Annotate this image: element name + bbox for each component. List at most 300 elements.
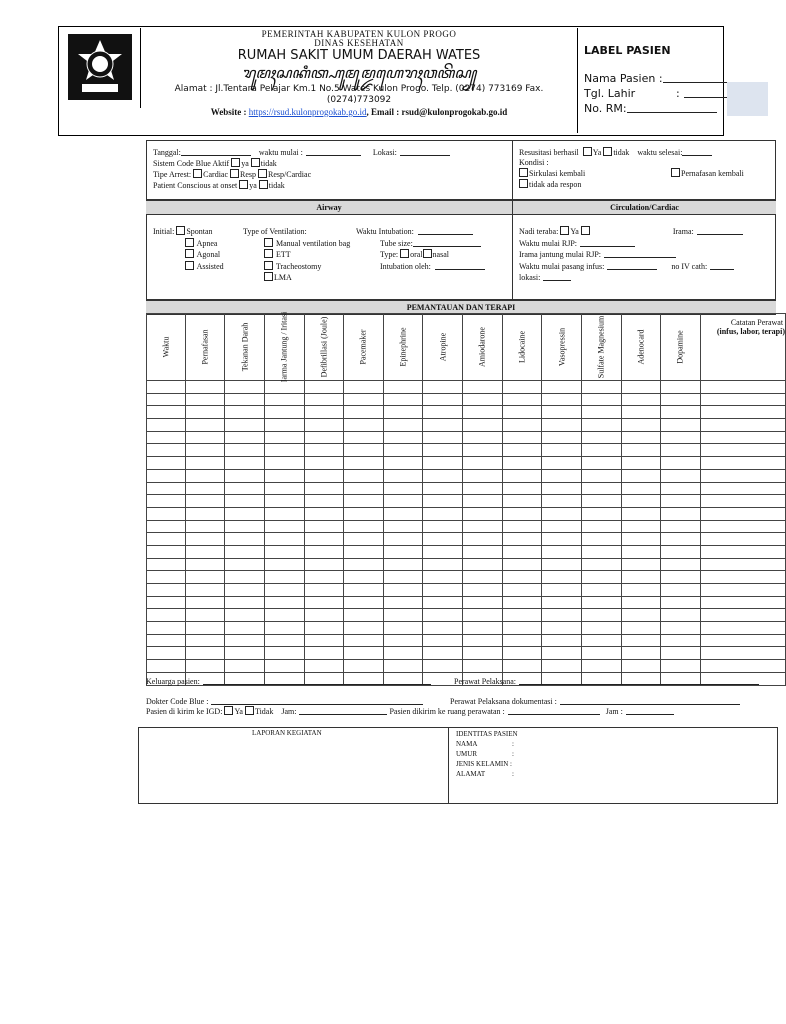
table-cell[interactable] <box>502 406 542 419</box>
table-cell[interactable] <box>661 482 701 495</box>
table-cell[interactable] <box>700 533 785 546</box>
conscious-ya-checkbox[interactable] <box>239 180 248 189</box>
table-cell[interactable] <box>304 406 344 419</box>
table-cell[interactable] <box>423 419 463 432</box>
table-cell[interactable] <box>344 406 384 419</box>
table-cell[interactable] <box>502 520 542 533</box>
irama-field[interactable] <box>697 226 743 235</box>
table-cell[interactable] <box>423 571 463 584</box>
waktu-rjp-field[interactable] <box>580 238 635 247</box>
table-cell[interactable] <box>185 419 225 432</box>
table-cell[interactable] <box>383 507 423 520</box>
table-cell[interactable] <box>700 381 785 394</box>
table-cell[interactable] <box>621 406 661 419</box>
assisted-checkbox[interactable] <box>185 261 194 270</box>
table-cell[interactable] <box>304 482 344 495</box>
table-cell[interactable] <box>542 482 582 495</box>
table-cell[interactable] <box>542 545 582 558</box>
table-cell[interactable] <box>700 584 785 597</box>
table-cell[interactable] <box>383 406 423 419</box>
table-cell[interactable] <box>542 431 582 444</box>
sirkulasi-checkbox[interactable] <box>519 168 528 177</box>
table-cell[interactable] <box>581 634 621 647</box>
table-cell[interactable] <box>147 495 186 508</box>
apnea-checkbox[interactable] <box>185 238 194 247</box>
table-cell[interactable] <box>344 609 384 622</box>
table-cell[interactable] <box>383 660 423 673</box>
pernafasan-checkbox[interactable] <box>671 168 680 177</box>
table-cell[interactable] <box>344 457 384 470</box>
table-cell[interactable] <box>463 533 503 546</box>
table-cell[interactable] <box>581 381 621 394</box>
table-cell[interactable] <box>463 545 503 558</box>
table-cell[interactable] <box>542 647 582 660</box>
table-cell[interactable] <box>185 495 225 508</box>
table-cell[interactable] <box>621 609 661 622</box>
table-cell[interactable] <box>542 596 582 609</box>
table-cell[interactable] <box>621 419 661 432</box>
table-cell[interactable] <box>661 634 701 647</box>
table-cell[interactable] <box>542 660 582 673</box>
conscious-tidak-checkbox[interactable] <box>259 180 268 189</box>
table-cell[interactable] <box>344 520 384 533</box>
table-cell[interactable] <box>264 596 304 609</box>
table-cell[interactable] <box>304 533 344 546</box>
table-cell[interactable] <box>661 660 701 673</box>
table-cell[interactable] <box>225 444 265 457</box>
table-cell[interactable] <box>304 596 344 609</box>
table-cell[interactable] <box>304 444 344 457</box>
table-cell[interactable] <box>344 571 384 584</box>
lma-checkbox[interactable] <box>264 272 273 281</box>
table-cell[interactable] <box>542 457 582 470</box>
table-cell[interactable] <box>344 533 384 546</box>
table-cell[interactable] <box>344 584 384 597</box>
table-cell[interactable] <box>463 495 503 508</box>
table-cell[interactable] <box>581 622 621 635</box>
table-cell[interactable] <box>581 444 621 457</box>
table-cell[interactable] <box>700 444 785 457</box>
table-cell[interactable] <box>225 609 265 622</box>
table-cell[interactable] <box>423 444 463 457</box>
table-cell[interactable] <box>700 558 785 571</box>
table-cell[interactable] <box>264 431 304 444</box>
ett-checkbox[interactable] <box>264 249 273 258</box>
table-cell[interactable] <box>581 571 621 584</box>
table-cell[interactable] <box>661 419 701 432</box>
table-cell[interactable] <box>147 469 186 482</box>
table-cell[interactable] <box>542 634 582 647</box>
nasal-checkbox[interactable] <box>423 249 432 258</box>
table-cell[interactable] <box>463 647 503 660</box>
table-cell[interactable] <box>700 507 785 520</box>
table-cell[interactable] <box>344 393 384 406</box>
table-cell[interactable] <box>185 381 225 394</box>
table-cell[interactable] <box>700 622 785 635</box>
table-cell[interactable] <box>423 545 463 558</box>
table-cell[interactable] <box>225 393 265 406</box>
oral-checkbox[interactable] <box>400 249 409 258</box>
table-cell[interactable] <box>463 584 503 597</box>
table-cell[interactable] <box>304 419 344 432</box>
table-cell[interactable] <box>542 507 582 520</box>
table-cell[interactable] <box>463 457 503 470</box>
table-cell[interactable] <box>463 622 503 635</box>
table-cell[interactable] <box>225 507 265 520</box>
table-cell[interactable] <box>147 647 186 660</box>
table-cell[interactable] <box>661 584 701 597</box>
table-cell[interactable] <box>502 584 542 597</box>
table-cell[interactable] <box>581 558 621 571</box>
table-cell[interactable] <box>304 507 344 520</box>
table-cell[interactable] <box>502 393 542 406</box>
igd-tidak-checkbox[interactable] <box>245 706 254 715</box>
table-cell[interactable] <box>344 647 384 660</box>
table-cell[interactable] <box>423 482 463 495</box>
table-cell[interactable] <box>621 393 661 406</box>
table-cell[interactable] <box>621 596 661 609</box>
table-cell[interactable] <box>383 495 423 508</box>
table-cell[interactable] <box>225 406 265 419</box>
table-cell[interactable] <box>383 533 423 546</box>
table-cell[interactable] <box>304 609 344 622</box>
table-cell[interactable] <box>581 596 621 609</box>
table-cell[interactable] <box>463 634 503 647</box>
igd-ya-checkbox[interactable] <box>224 706 233 715</box>
table-cell[interactable] <box>185 647 225 660</box>
table-cell[interactable] <box>147 457 186 470</box>
table-cell[interactable] <box>661 647 701 660</box>
table-cell[interactable] <box>264 571 304 584</box>
table-cell[interactable] <box>304 634 344 647</box>
resp-checkbox[interactable] <box>230 169 239 178</box>
table-cell[interactable] <box>147 634 186 647</box>
table-cell[interactable] <box>225 634 265 647</box>
perawat-dok-field[interactable] <box>560 696 740 705</box>
table-cell[interactable] <box>225 469 265 482</box>
table-cell[interactable] <box>502 533 542 546</box>
table-cell[interactable] <box>463 571 503 584</box>
table-cell[interactable] <box>502 545 542 558</box>
table-cell[interactable] <box>264 622 304 635</box>
table-cell[interactable] <box>264 545 304 558</box>
table-cell[interactable] <box>185 533 225 546</box>
table-cell[interactable] <box>383 469 423 482</box>
table-cell[interactable] <box>264 469 304 482</box>
table-cell[interactable] <box>264 647 304 660</box>
table-cell[interactable] <box>225 457 265 470</box>
waktu-intub-field[interactable] <box>418 226 473 235</box>
table-cell[interactable] <box>542 584 582 597</box>
table-cell[interactable] <box>185 469 225 482</box>
table-cell[interactable] <box>423 507 463 520</box>
table-cell[interactable] <box>185 431 225 444</box>
sistem-ya-checkbox[interactable] <box>231 158 240 167</box>
table-cell[interactable] <box>621 660 661 673</box>
table-cell[interactable] <box>383 596 423 609</box>
table-cell[interactable] <box>700 482 785 495</box>
table-cell[interactable] <box>542 533 582 546</box>
table-cell[interactable] <box>383 571 423 584</box>
table-cell[interactable] <box>502 482 542 495</box>
table-cell[interactable] <box>621 520 661 533</box>
table-cell[interactable] <box>344 381 384 394</box>
table-cell[interactable] <box>463 393 503 406</box>
table-cell[interactable] <box>383 634 423 647</box>
table-cell[interactable] <box>304 431 344 444</box>
table-cell[interactable] <box>264 520 304 533</box>
table-cell[interactable] <box>581 533 621 546</box>
table-cell[interactable] <box>423 533 463 546</box>
table-cell[interactable] <box>700 469 785 482</box>
table-cell[interactable] <box>621 381 661 394</box>
table-cell[interactable] <box>225 533 265 546</box>
table-cell[interactable] <box>700 660 785 673</box>
table-cell[interactable] <box>147 558 186 571</box>
table-cell[interactable] <box>463 444 503 457</box>
table-cell[interactable] <box>423 558 463 571</box>
table-cell[interactable] <box>661 381 701 394</box>
table-cell[interactable] <box>542 622 582 635</box>
table-cell[interactable] <box>185 584 225 597</box>
table-cell[interactable] <box>304 381 344 394</box>
table-cell[interactable] <box>304 647 344 660</box>
table-cell[interactable] <box>661 520 701 533</box>
table-cell[interactable] <box>700 393 785 406</box>
table-cell[interactable] <box>264 457 304 470</box>
table-cell[interactable] <box>581 609 621 622</box>
table-cell[interactable] <box>304 393 344 406</box>
table-cell[interactable] <box>383 393 423 406</box>
table-cell[interactable] <box>264 406 304 419</box>
website-link[interactable]: https://rsud.kulonprogokab.go.id <box>248 107 367 117</box>
table-cell[interactable] <box>502 634 542 647</box>
table-cell[interactable] <box>344 495 384 508</box>
table-cell[interactable] <box>264 419 304 432</box>
table-cell[interactable] <box>185 545 225 558</box>
table-cell[interactable] <box>621 622 661 635</box>
table-cell[interactable] <box>264 482 304 495</box>
table-cell[interactable] <box>225 558 265 571</box>
table-cell[interactable] <box>225 482 265 495</box>
table-cell[interactable] <box>147 406 186 419</box>
table-cell[interactable] <box>264 558 304 571</box>
table-cell[interactable] <box>423 393 463 406</box>
table-cell[interactable] <box>502 622 542 635</box>
table-cell[interactable] <box>383 444 423 457</box>
table-cell[interactable] <box>581 495 621 508</box>
table-cell[interactable] <box>304 584 344 597</box>
table-cell[interactable] <box>502 419 542 432</box>
table-cell[interactable] <box>225 571 265 584</box>
table-cell[interactable] <box>383 482 423 495</box>
table-cell[interactable] <box>621 457 661 470</box>
table-cell[interactable] <box>661 469 701 482</box>
table-cell[interactable] <box>225 584 265 597</box>
table-cell[interactable] <box>344 444 384 457</box>
table-cell[interactable] <box>304 495 344 508</box>
table-cell[interactable] <box>423 431 463 444</box>
table-cell[interactable] <box>147 393 186 406</box>
table-cell[interactable] <box>700 596 785 609</box>
table-cell[interactable] <box>463 520 503 533</box>
table-cell[interactable] <box>700 419 785 432</box>
table-cell[interactable] <box>463 419 503 432</box>
table-cell[interactable] <box>423 596 463 609</box>
spontan-checkbox[interactable] <box>176 226 185 235</box>
table-cell[interactable] <box>581 419 621 432</box>
keluarga-field[interactable] <box>203 676 431 685</box>
table-cell[interactable] <box>661 558 701 571</box>
table-cell[interactable] <box>383 419 423 432</box>
table-cell[interactable] <box>423 495 463 508</box>
table-cell[interactable] <box>621 507 661 520</box>
table-cell[interactable] <box>502 444 542 457</box>
table-cell[interactable] <box>185 507 225 520</box>
table-cell[interactable] <box>661 457 701 470</box>
table-cell[interactable] <box>621 647 661 660</box>
table-cell[interactable] <box>502 469 542 482</box>
table-cell[interactable] <box>581 431 621 444</box>
table-cell[interactable] <box>147 419 186 432</box>
table-cell[interactable] <box>344 419 384 432</box>
sistem-tidak-checkbox[interactable] <box>251 158 260 167</box>
table-cell[interactable] <box>383 457 423 470</box>
table-cell[interactable] <box>463 507 503 520</box>
table-cell[interactable] <box>147 545 186 558</box>
table-cell[interactable] <box>147 381 186 394</box>
table-cell[interactable] <box>661 545 701 558</box>
circ-lokasi-field[interactable] <box>543 272 571 281</box>
table-cell[interactable] <box>661 596 701 609</box>
table-cell[interactable] <box>185 660 225 673</box>
table-cell[interactable] <box>502 558 542 571</box>
table-cell[interactable] <box>700 431 785 444</box>
table-cell[interactable] <box>463 406 503 419</box>
table-cell[interactable] <box>185 406 225 419</box>
table-cell[interactable] <box>185 444 225 457</box>
table-cell[interactable] <box>542 495 582 508</box>
resusitasi-tidak-checkbox[interactable] <box>603 147 612 156</box>
nama-field[interactable] <box>663 74 733 83</box>
table-cell[interactable] <box>383 622 423 635</box>
agonal-checkbox[interactable] <box>185 249 194 258</box>
table-cell[interactable] <box>581 660 621 673</box>
table-cell[interactable] <box>264 533 304 546</box>
table-cell[interactable] <box>185 558 225 571</box>
table-cell[interactable] <box>700 495 785 508</box>
table-cell[interactable] <box>502 381 542 394</box>
table-cell[interactable] <box>542 571 582 584</box>
table-cell[interactable] <box>463 482 503 495</box>
table-cell[interactable] <box>344 507 384 520</box>
table-cell[interactable] <box>225 419 265 432</box>
table-cell[interactable] <box>423 406 463 419</box>
table-cell[interactable] <box>463 558 503 571</box>
table-cell[interactable] <box>423 469 463 482</box>
table-cell[interactable] <box>423 622 463 635</box>
table-cell[interactable] <box>185 571 225 584</box>
waktu-mulai-field[interactable] <box>306 147 361 156</box>
table-cell[interactable] <box>383 647 423 660</box>
table-cell[interactable] <box>225 647 265 660</box>
table-cell[interactable] <box>264 444 304 457</box>
table-cell[interactable] <box>423 634 463 647</box>
table-cell[interactable] <box>621 584 661 597</box>
table-cell[interactable] <box>383 431 423 444</box>
table-cell[interactable] <box>344 431 384 444</box>
table-cell[interactable] <box>344 469 384 482</box>
table-cell[interactable] <box>542 444 582 457</box>
table-cell[interactable] <box>502 457 542 470</box>
table-cell[interactable] <box>581 469 621 482</box>
table-cell[interactable] <box>542 520 582 533</box>
table-cell[interactable] <box>264 507 304 520</box>
table-cell[interactable] <box>463 660 503 673</box>
table-cell[interactable] <box>185 482 225 495</box>
table-cell[interactable] <box>344 482 384 495</box>
table-cell[interactable] <box>581 647 621 660</box>
table-cell[interactable] <box>700 520 785 533</box>
table-cell[interactable] <box>661 495 701 508</box>
table-cell[interactable] <box>225 381 265 394</box>
table-cell[interactable] <box>621 482 661 495</box>
resusitasi-ya-checkbox[interactable] <box>583 147 592 156</box>
perawat-field[interactable] <box>519 676 759 685</box>
table-cell[interactable] <box>621 444 661 457</box>
irama-rjp-field[interactable] <box>604 249 676 258</box>
jam-field[interactable] <box>299 706 387 715</box>
table-cell[interactable] <box>304 457 344 470</box>
table-cell[interactable] <box>700 406 785 419</box>
table-cell[interactable] <box>621 545 661 558</box>
table-cell[interactable] <box>581 584 621 597</box>
table-cell[interactable] <box>542 381 582 394</box>
waktu-selesai-field[interactable] <box>682 147 712 156</box>
table-cell[interactable] <box>661 444 701 457</box>
trach-checkbox[interactable] <box>264 261 273 270</box>
table-cell[interactable] <box>542 609 582 622</box>
nadi-ya-checkbox[interactable] <box>560 226 569 235</box>
table-cell[interactable] <box>581 507 621 520</box>
table-cell[interactable] <box>185 609 225 622</box>
table-cell[interactable] <box>542 558 582 571</box>
table-cell[interactable] <box>185 457 225 470</box>
table-cell[interactable] <box>304 558 344 571</box>
table-cell[interactable] <box>225 545 265 558</box>
table-cell[interactable] <box>147 431 186 444</box>
table-cell[interactable] <box>147 533 186 546</box>
table-cell[interactable] <box>661 609 701 622</box>
table-cell[interactable] <box>344 622 384 635</box>
table-cell[interactable] <box>147 660 186 673</box>
table-cell[interactable] <box>304 469 344 482</box>
table-cell[interactable] <box>225 431 265 444</box>
table-cell[interactable] <box>304 622 344 635</box>
table-cell[interactable] <box>700 571 785 584</box>
table-cell[interactable] <box>502 660 542 673</box>
no-iv-field[interactable] <box>710 261 734 270</box>
table-cell[interactable] <box>621 495 661 508</box>
table-cell[interactable] <box>383 558 423 571</box>
table-cell[interactable] <box>621 469 661 482</box>
table-cell[interactable] <box>147 482 186 495</box>
table-cell[interactable] <box>621 571 661 584</box>
table-cell[interactable] <box>463 431 503 444</box>
table-cell[interactable] <box>147 622 186 635</box>
table-cell[interactable] <box>344 634 384 647</box>
table-cell[interactable] <box>621 533 661 546</box>
